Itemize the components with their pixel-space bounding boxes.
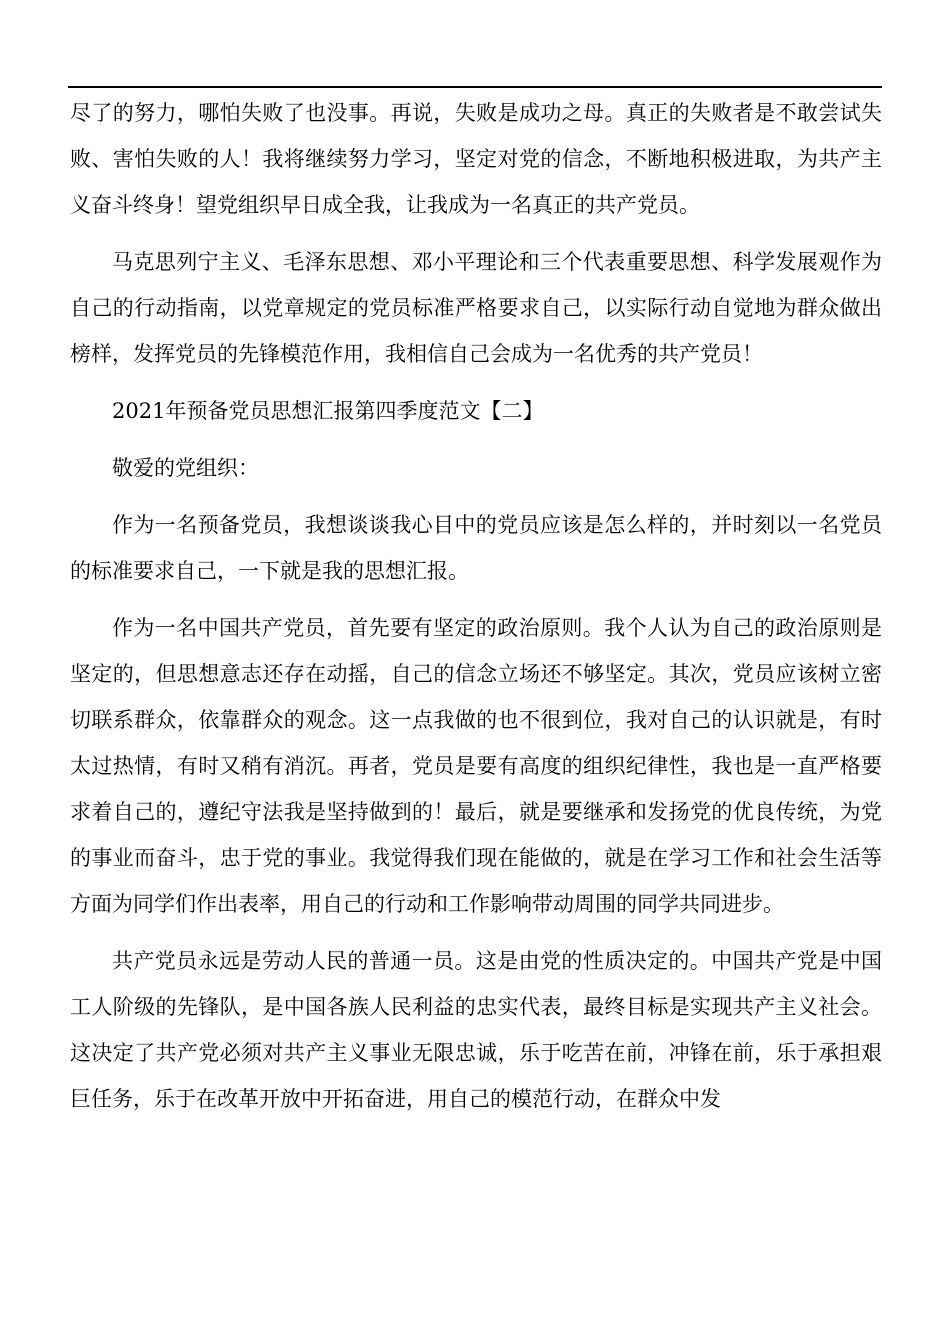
paragraph-political-principles: 作为一名中国共产党员，首先要有坚定的政治原则。我个人认为自己的政治原则是坚定的，但思想意志还存在动摇，自己的信念立场还不够坚定。其次，党员应该树立密切联系群众，依靠群众的观念。这一点我做的也不很到位，我对自己的认识就是，有时太过热情，有时又稍有消沉。再者，党员是要有高度的组织纪律性，我也是一直严格要求着自己的，遵纪守法我是坚持做到的！最后，就是要继承和发扬党的优良传统，为党的事业而奋斗，忠于党的事业。我觉得我们现在能做的，就是在学习工作和社会生活等方面为同学们作出表率，用自己的行动和工作影响带动周围的同学共同进步。 [70,616,882,916]
header-rule [68,86,882,88]
paragraph-intro: 作为一名预备党员，我想谈谈我心目中的党员应该是怎么样的，并时刻以一名党员的标准要求自己，一下就是我的思想汇报。 [70,513,882,583]
document-body [70,90,882,1133]
paragraph-ordinary-member: 共产党员永远是劳动人民的普通一员。这是由党的性质决定的。中国共产党是中国工人阶级的先锋队，是中国各族人民利益的忠实代表，最终目标是实现共产主义社会。这决定了共产党必须对共产主义事业无限忠诚，乐于吃苦在前，冲锋在前，乐于承担艰巨任务，乐于在改革开放中开拓奋进，用自己的模范行动，在群众中发 [70,949,882,1111]
section-heading: 2021年预备党员思想汇报第四季度范文【二】 [112,399,544,423]
paragraph-continuation: 尽了的努力，哪怕失败了也没事。再说，失败是成功之母。真正的失败者是不敢尝试失败、害怕失败的人！我将继续努力学习，坚定对党的信念，不断地积极进取，为共产主义奋斗终身！望党组织早日成全我，让我成为一名真正的共产党员。 [70,101,882,217]
paragraph-guiding-ideology: 马克思列宁主义、毛泽东思想、邓小平理论和三个代表重要思想、科学发展观作为自己的行动指南，以党章规定的党员标准严格要求自己，以实际行动自觉地为群众做出榜样，发挥党员的先锋模范作用，我相信自己会成为一名优秀的共产党员！ [70,250,882,366]
salutation: 敬爱的党组织： [112,456,259,480]
